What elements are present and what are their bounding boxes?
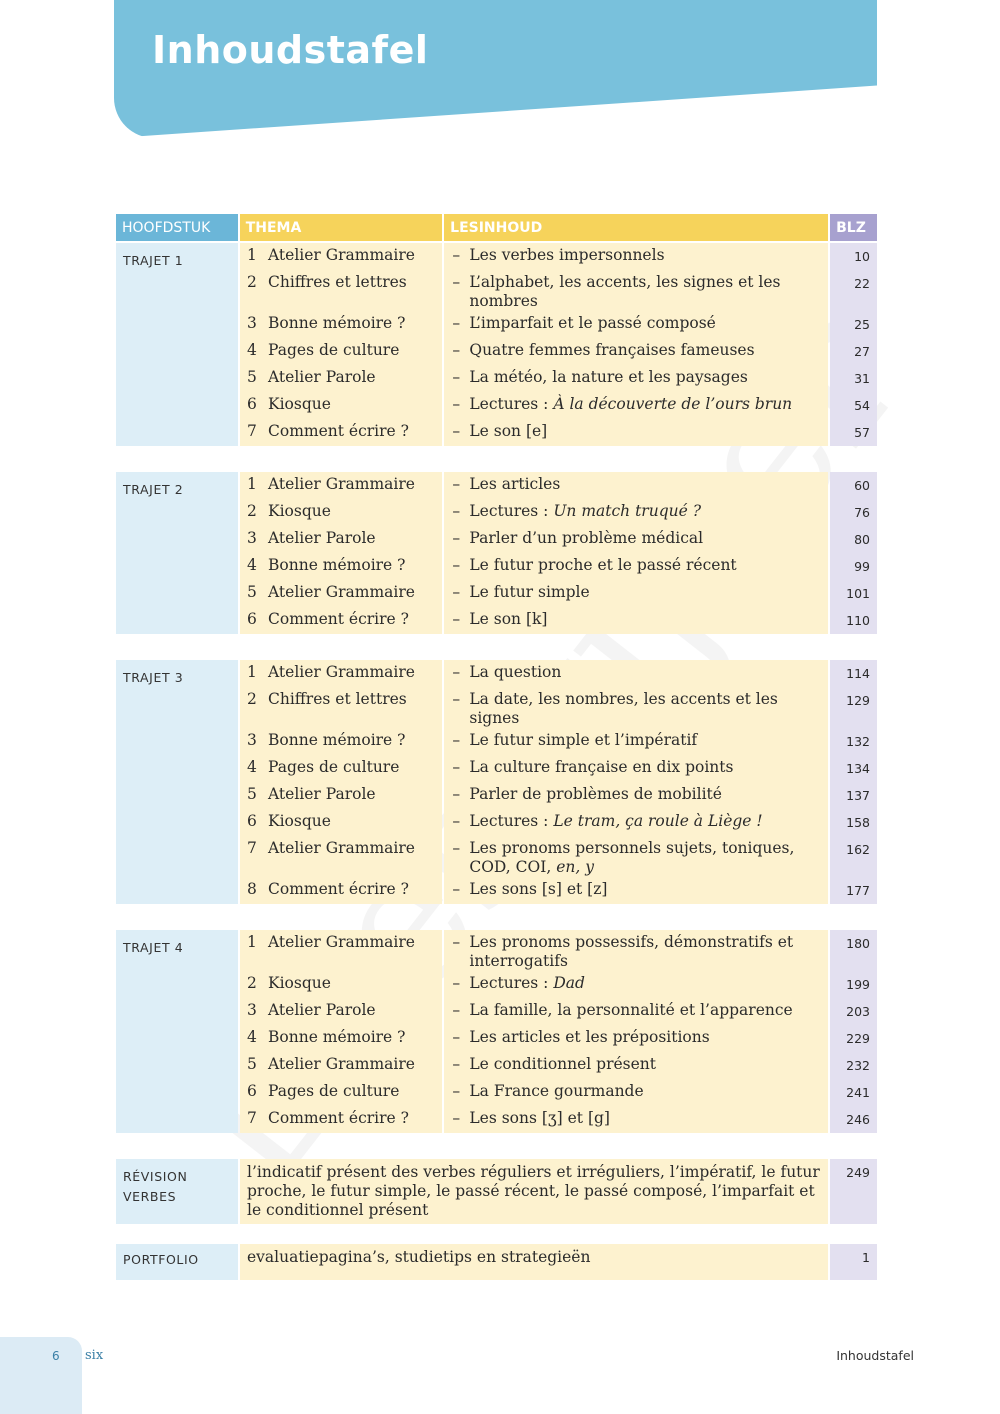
toc-row[interactable] xyxy=(240,755,877,782)
lesinhoud-cell xyxy=(444,311,828,338)
lesson-number: 7 xyxy=(247,839,257,857)
page-number[interactable]: 101 xyxy=(830,580,877,607)
lesinhoud-cell xyxy=(444,877,828,904)
dash: – xyxy=(452,314,461,332)
thema-cell xyxy=(240,472,442,499)
lesson-number: 3 xyxy=(247,731,257,749)
lesinhoud-text xyxy=(469,812,828,836)
lesinhoud-label: Lectures : xyxy=(469,502,554,520)
lesinhoud-label: Le conditionnel présent xyxy=(469,1055,657,1073)
lesson-number: 3 xyxy=(247,314,257,332)
lesinhoud-label: Le son [k] xyxy=(469,610,548,628)
dash: – xyxy=(452,839,461,857)
lesinhoud-label: La météo, la nature et les paysages xyxy=(469,368,748,386)
lesinhoud-text xyxy=(469,690,828,728)
lesinhoud-label: Parler de problèmes de mobilité xyxy=(469,785,722,803)
lesinhoud-cell xyxy=(444,553,828,580)
toc-row[interactable] xyxy=(240,392,877,419)
thema-label: Kiosque xyxy=(268,395,331,413)
lesson-number: 1 xyxy=(247,933,257,951)
thema-label: Pages de culture xyxy=(268,341,400,359)
toc-row[interactable] xyxy=(240,270,877,311)
thema-cell xyxy=(240,836,442,877)
lesinhoud-label: Le futur simple xyxy=(469,583,590,601)
section-revision xyxy=(116,1159,877,1224)
thema-cell xyxy=(240,1106,442,1133)
dash: – xyxy=(452,785,461,803)
lesinhoud-text xyxy=(469,395,828,419)
lesinhoud-italic: Le tram, ça roule à Liège ! xyxy=(553,812,763,830)
thema-cell xyxy=(240,243,442,270)
lesinhoud-label: La question xyxy=(469,663,562,681)
section-label: TRAJET 3 xyxy=(116,660,238,904)
thema-label: Comment écrire ? xyxy=(268,422,409,440)
lesinhoud-label: Parler d’un problème médical xyxy=(469,529,704,547)
page-number[interactable]: 22 xyxy=(830,270,877,311)
thema-label: Pages de culture xyxy=(268,1082,400,1100)
toc-row[interactable] xyxy=(240,971,877,998)
lesinhoud-label: Le futur proche et le passé récent xyxy=(469,556,737,574)
lesson-number: 8 xyxy=(247,880,257,898)
lesinhoud-text xyxy=(469,758,828,782)
lesinhoud-text xyxy=(469,556,828,580)
lesinhoud-label: La France gourmande xyxy=(469,1082,644,1100)
lesinhoud-label: Les sons [ʒ] et [g] xyxy=(469,1109,610,1127)
lesinhoud-cell xyxy=(444,660,828,687)
lesson-number: 4 xyxy=(247,758,257,776)
toc-row[interactable] xyxy=(240,660,877,687)
thema-cell xyxy=(240,365,442,392)
lesinhoud-text xyxy=(469,933,828,971)
dash: – xyxy=(452,502,461,520)
toc-row[interactable] xyxy=(240,311,877,338)
toc-row[interactable] xyxy=(240,1052,877,1079)
thema-cell xyxy=(240,270,442,311)
toc-row[interactable] xyxy=(240,526,877,553)
lesson-number: 6 xyxy=(247,395,257,413)
toc-row[interactable] xyxy=(240,1079,877,1106)
lesinhoud-cell xyxy=(444,782,828,809)
page-number[interactable]: 132 xyxy=(830,728,877,755)
lesinhoud-cell xyxy=(444,1052,828,1079)
lesinhoud-text xyxy=(469,1001,828,1025)
lesinhoud-text xyxy=(469,368,828,392)
thema-label: Atelier Parole xyxy=(268,529,376,547)
thema-cell xyxy=(240,338,442,365)
section-trajet-2 xyxy=(116,472,877,634)
dash: – xyxy=(452,974,461,992)
toc-row[interactable] xyxy=(240,1025,877,1052)
page-number[interactable]: 1 xyxy=(830,1244,877,1280)
table-header xyxy=(116,214,877,241)
footer-title: Inhoudstafel xyxy=(836,1348,914,1363)
page-title: Inhoudstafel xyxy=(152,28,429,72)
lesinhoud-cell xyxy=(444,338,828,365)
lesinhoud-text xyxy=(469,475,828,499)
dash: – xyxy=(452,663,461,681)
page-number[interactable]: 10 xyxy=(830,243,877,270)
thema-cell xyxy=(240,755,442,782)
lesson-number: 4 xyxy=(247,556,257,574)
page-number[interactable]: 25 xyxy=(830,311,877,338)
lesson-number: 6 xyxy=(247,1082,257,1100)
dash: – xyxy=(452,273,461,291)
thema-label: Comment écrire ? xyxy=(268,880,409,898)
dash: – xyxy=(452,1001,461,1019)
portfolio-text: evaluatiepagina’s, studietips en strategieën xyxy=(240,1244,828,1280)
thema-label: Atelier Parole xyxy=(268,1001,376,1019)
lesson-number: 5 xyxy=(247,368,257,386)
lesinhoud-cell xyxy=(444,1025,828,1052)
dash: – xyxy=(452,341,461,359)
lesinhoud-label: La culture française en dix points xyxy=(469,758,734,776)
lesinhoud-label: Les articles xyxy=(469,475,561,493)
lesinhoud-cell xyxy=(444,472,828,499)
thema-label: Bonne mémoire ? xyxy=(268,1028,406,1046)
toc-row[interactable] xyxy=(240,728,877,755)
page-number[interactable]: 60 xyxy=(830,472,877,499)
thema-label: Atelier Grammaire xyxy=(268,839,415,857)
lesinhoud-text xyxy=(469,880,828,904)
thema-cell xyxy=(240,499,442,526)
dash: – xyxy=(452,731,461,749)
dash: – xyxy=(452,610,461,628)
lesinhoud-cell xyxy=(444,607,828,634)
toc-row[interactable] xyxy=(240,553,877,580)
thema-label: Kiosque xyxy=(268,974,331,992)
page-number[interactable]: 162 xyxy=(830,836,877,877)
lesinhoud-label: Quatre femmes françaises fameuses xyxy=(469,341,755,359)
toc-row[interactable] xyxy=(240,930,877,971)
lesson-number: 2 xyxy=(247,690,257,708)
toc-row[interactable] xyxy=(240,243,877,270)
page-number[interactable]: 246 xyxy=(830,1106,877,1133)
lesinhoud-text xyxy=(469,246,828,270)
lesson-number: 1 xyxy=(247,475,257,493)
lesinhoud-text xyxy=(469,529,828,553)
thema-label: Bonne mémoire ? xyxy=(268,556,406,574)
lesinhoud-cell xyxy=(444,809,828,836)
dash: – xyxy=(452,1055,461,1073)
lesinhoud-text xyxy=(469,1082,828,1106)
thema-cell xyxy=(240,998,442,1025)
thema-label: Atelier Parole xyxy=(268,785,376,803)
page-number[interactable]: 129 xyxy=(830,687,877,728)
lesinhoud-cell xyxy=(444,971,828,998)
revision-label-line1: RÉVISION xyxy=(123,1169,188,1184)
dash: – xyxy=(452,395,461,413)
thema-cell xyxy=(240,580,442,607)
lesinhoud-cell xyxy=(444,243,828,270)
footer-page-word: six xyxy=(85,1348,104,1363)
toc-row[interactable] xyxy=(240,998,877,1025)
lesson-number: 2 xyxy=(247,273,257,291)
page-number[interactable]: 110 xyxy=(830,607,877,634)
thema-cell xyxy=(240,1052,442,1079)
lesinhoud-italic: Dad xyxy=(553,974,585,992)
lesson-number: 7 xyxy=(247,1109,257,1127)
thema-cell xyxy=(240,419,442,446)
dash: – xyxy=(452,880,461,898)
lesinhoud-cell xyxy=(444,365,828,392)
thema-label: Atelier Grammaire xyxy=(268,246,415,264)
page-corner xyxy=(0,1337,82,1414)
lesson-number: 1 xyxy=(247,246,257,264)
lesinhoud-cell xyxy=(444,1079,828,1106)
lesinhoud-label: La famille, la personnalité et l’apparence xyxy=(469,1001,793,1019)
lesinhoud-cell xyxy=(444,580,828,607)
lesinhoud-cell xyxy=(444,728,828,755)
thema-cell xyxy=(240,1079,442,1106)
lesinhoud-italic: À la découverte de l’ours brun xyxy=(553,395,793,413)
thema-label: Atelier Grammaire xyxy=(268,663,415,681)
page-number[interactable]: 134 xyxy=(830,755,877,782)
dash: – xyxy=(452,556,461,574)
lesinhoud-label: Les verbes impersonnels xyxy=(469,246,665,264)
thema-cell xyxy=(240,971,442,998)
column-header-thema: THEMA xyxy=(240,214,442,241)
lesinhoud-text xyxy=(469,314,828,338)
thema-label: Bonne mémoire ? xyxy=(268,731,406,749)
page-number[interactable]: 54 xyxy=(830,392,877,419)
lesinhoud-label: Lectures : xyxy=(469,812,554,830)
thema-cell xyxy=(240,687,442,728)
footer-page-number: 6 xyxy=(52,1349,60,1363)
section-label: TRAJET 2 xyxy=(116,472,238,634)
lesinhoud-text xyxy=(469,1028,828,1052)
dash: – xyxy=(452,475,461,493)
lesson-number: 6 xyxy=(247,610,257,628)
lesinhoud-label: Le futur simple et l’impératif xyxy=(469,731,698,749)
lesson-number: 5 xyxy=(247,785,257,803)
lesinhoud-label: Les sons [s] et [z] xyxy=(469,880,608,898)
lesinhoud-label: La date, les nombres, les accents et les signes xyxy=(469,690,778,727)
thema-label: Pages de culture xyxy=(268,758,400,776)
lesson-number: 7 xyxy=(247,422,257,440)
thema-cell xyxy=(240,782,442,809)
toc-row[interactable] xyxy=(240,472,877,499)
section-trajet-4 xyxy=(116,930,877,1133)
lesinhoud-cell xyxy=(444,392,828,419)
page-number[interactable]: 232 xyxy=(830,1052,877,1079)
thema-label: Atelier Grammaire xyxy=(268,475,415,493)
lesinhoud-label: Les articles et les prépositions xyxy=(469,1028,710,1046)
thema-cell xyxy=(240,311,442,338)
lesson-number: 3 xyxy=(247,1001,257,1019)
lesson-number: 2 xyxy=(247,974,257,992)
thema-cell xyxy=(240,877,442,904)
dash: – xyxy=(452,812,461,830)
lesson-number: 4 xyxy=(247,1028,257,1046)
section-portfolio xyxy=(116,1244,877,1280)
thema-label: Atelier Parole xyxy=(268,368,376,386)
section-label xyxy=(116,1159,238,1224)
thema-cell xyxy=(240,392,442,419)
lesinhoud-cell xyxy=(444,998,828,1025)
column-header-lesinhoud: LESINHOUD xyxy=(444,214,828,241)
lesinhoud-label: Le son [e] xyxy=(469,422,548,440)
thema-label: Atelier Grammaire xyxy=(268,1055,415,1073)
thema-label: Kiosque xyxy=(268,502,331,520)
lesinhoud-text xyxy=(469,273,828,311)
section-trajet-1 xyxy=(116,243,877,446)
page-number[interactable]: 80 xyxy=(830,526,877,553)
lesinhoud-cell xyxy=(444,270,828,311)
lesinhoud-text xyxy=(469,1055,828,1079)
thema-cell xyxy=(240,553,442,580)
thema-label: Atelier Grammaire xyxy=(268,933,415,951)
section-label: TRAJET 4 xyxy=(116,930,238,1133)
lesinhoud-text xyxy=(469,1109,828,1133)
lesinhoud-cell xyxy=(444,1106,828,1133)
toc-row[interactable] xyxy=(240,499,877,526)
table-of-contents xyxy=(116,214,877,1280)
lesinhoud-label: Lectures : xyxy=(469,395,554,413)
thema-label: Comment écrire ? xyxy=(268,1109,409,1127)
dash: – xyxy=(452,1028,461,1046)
lesinhoud-text xyxy=(469,731,828,755)
page-number[interactable]: 249 xyxy=(830,1159,877,1224)
lesinhoud-cell xyxy=(444,687,828,728)
toc-row[interactable] xyxy=(240,782,877,809)
dash: – xyxy=(452,583,461,601)
toc-row[interactable] xyxy=(240,687,877,728)
lesinhoud-text xyxy=(469,610,828,634)
lesinhoud-label: Les pronoms personnels sujets, toniques, COD, COI, xyxy=(469,839,795,876)
page-number[interactable]: 199 xyxy=(830,971,877,998)
lesson-number: 2 xyxy=(247,502,257,520)
lesinhoud-cell xyxy=(444,930,828,971)
page-number[interactable]: 31 xyxy=(830,365,877,392)
lesinhoud-text xyxy=(469,974,828,998)
dash: – xyxy=(452,758,461,776)
lesinhoud-text xyxy=(469,502,828,526)
lesinhoud-italic: en, y xyxy=(556,858,594,876)
page-number[interactable]: 229 xyxy=(830,1025,877,1052)
lesinhoud-cell xyxy=(444,419,828,446)
thema-label: Comment écrire ? xyxy=(268,610,409,628)
thema-cell xyxy=(240,1025,442,1052)
toc-row[interactable] xyxy=(240,365,877,392)
toc-row[interactable] xyxy=(240,338,877,365)
dash: – xyxy=(452,1082,461,1100)
lesson-number: 3 xyxy=(247,529,257,547)
revision-label-line2: VERBES xyxy=(123,1189,177,1204)
thema-cell xyxy=(240,728,442,755)
lesinhoud-text xyxy=(469,839,828,877)
thema-label: Chiffres et lettres xyxy=(268,690,407,708)
page-number[interactable]: 99 xyxy=(830,553,877,580)
section-label: TRAJET 1 xyxy=(116,243,238,446)
lesinhoud-text xyxy=(469,785,828,809)
page-number[interactable]: 158 xyxy=(830,809,877,836)
lesinhoud-cell xyxy=(444,755,828,782)
column-header-blz: BLZ xyxy=(830,214,877,241)
lesinhoud-text xyxy=(469,341,828,365)
page-number[interactable]: 177 xyxy=(830,877,877,904)
thema-cell xyxy=(240,607,442,634)
thema-cell xyxy=(240,930,442,971)
section-trajet-3 xyxy=(116,660,877,904)
dash: – xyxy=(452,368,461,386)
thema-label: Atelier Grammaire xyxy=(268,583,415,601)
toc-row[interactable] xyxy=(240,607,877,634)
thema-label: Kiosque xyxy=(268,812,331,830)
dash: – xyxy=(452,933,461,951)
lesinhoud-cell xyxy=(444,836,828,877)
dash: – xyxy=(452,422,461,440)
page-number[interactable]: 203 xyxy=(830,998,877,1025)
section-label: PORTFOLIO xyxy=(116,1244,238,1280)
lesson-number: 1 xyxy=(247,663,257,681)
lesinhoud-text xyxy=(469,422,828,446)
lesinhoud-cell xyxy=(444,526,828,553)
thema-cell xyxy=(240,809,442,836)
lesson-number: 4 xyxy=(247,341,257,359)
toc-row[interactable] xyxy=(240,836,877,877)
page-number[interactable]: 27 xyxy=(830,338,877,365)
lesinhoud-label: Les pronoms possessifs, démonstratifs et interrogatifs xyxy=(469,933,794,970)
lesinhoud-label: Lectures : xyxy=(469,974,554,992)
dash: – xyxy=(452,690,461,708)
dash: – xyxy=(452,246,461,264)
toc-row[interactable] xyxy=(240,809,877,836)
lesinhoud-text xyxy=(469,583,828,607)
lesinhoud-text xyxy=(469,663,828,687)
lesinhoud-label: L’imparfait et le passé composé xyxy=(469,314,716,332)
toc-row[interactable] xyxy=(240,1106,877,1133)
lesinhoud-italic: Un match truqué ? xyxy=(553,502,702,520)
thema-cell xyxy=(240,660,442,687)
lesson-number: 5 xyxy=(247,583,257,601)
lesson-number: 6 xyxy=(247,812,257,830)
dash: – xyxy=(452,1109,461,1127)
page-number[interactable]: 76 xyxy=(830,499,877,526)
toc-row[interactable] xyxy=(240,877,877,904)
page-number[interactable]: 57 xyxy=(830,419,877,446)
lesinhoud-cell xyxy=(444,499,828,526)
column-header-hoofdstuk: HOOFDSTUK xyxy=(116,214,238,241)
lesson-number: 5 xyxy=(247,1055,257,1073)
thema-cell xyxy=(240,526,442,553)
lesinhoud-label: L’alphabet, les accents, les signes et les nombres xyxy=(469,273,781,310)
page-number[interactable]: 114 xyxy=(830,660,877,687)
thema-label: Chiffres et lettres xyxy=(268,273,407,291)
dash: – xyxy=(452,529,461,547)
page-number[interactable]: 241 xyxy=(830,1079,877,1106)
page-number[interactable]: 137 xyxy=(830,782,877,809)
revision-text: l’indicatif présent des verbes réguliers et irréguliers, l’impératif, le futur proche, le futur simple, le passé récent, le passé composé, l’imparfait et le conditionnel présent xyxy=(240,1159,828,1224)
toc-row[interactable] xyxy=(240,580,877,607)
toc-row[interactable] xyxy=(240,419,877,446)
thema-label: Bonne mémoire ? xyxy=(268,314,406,332)
page-number[interactable]: 180 xyxy=(830,930,877,971)
